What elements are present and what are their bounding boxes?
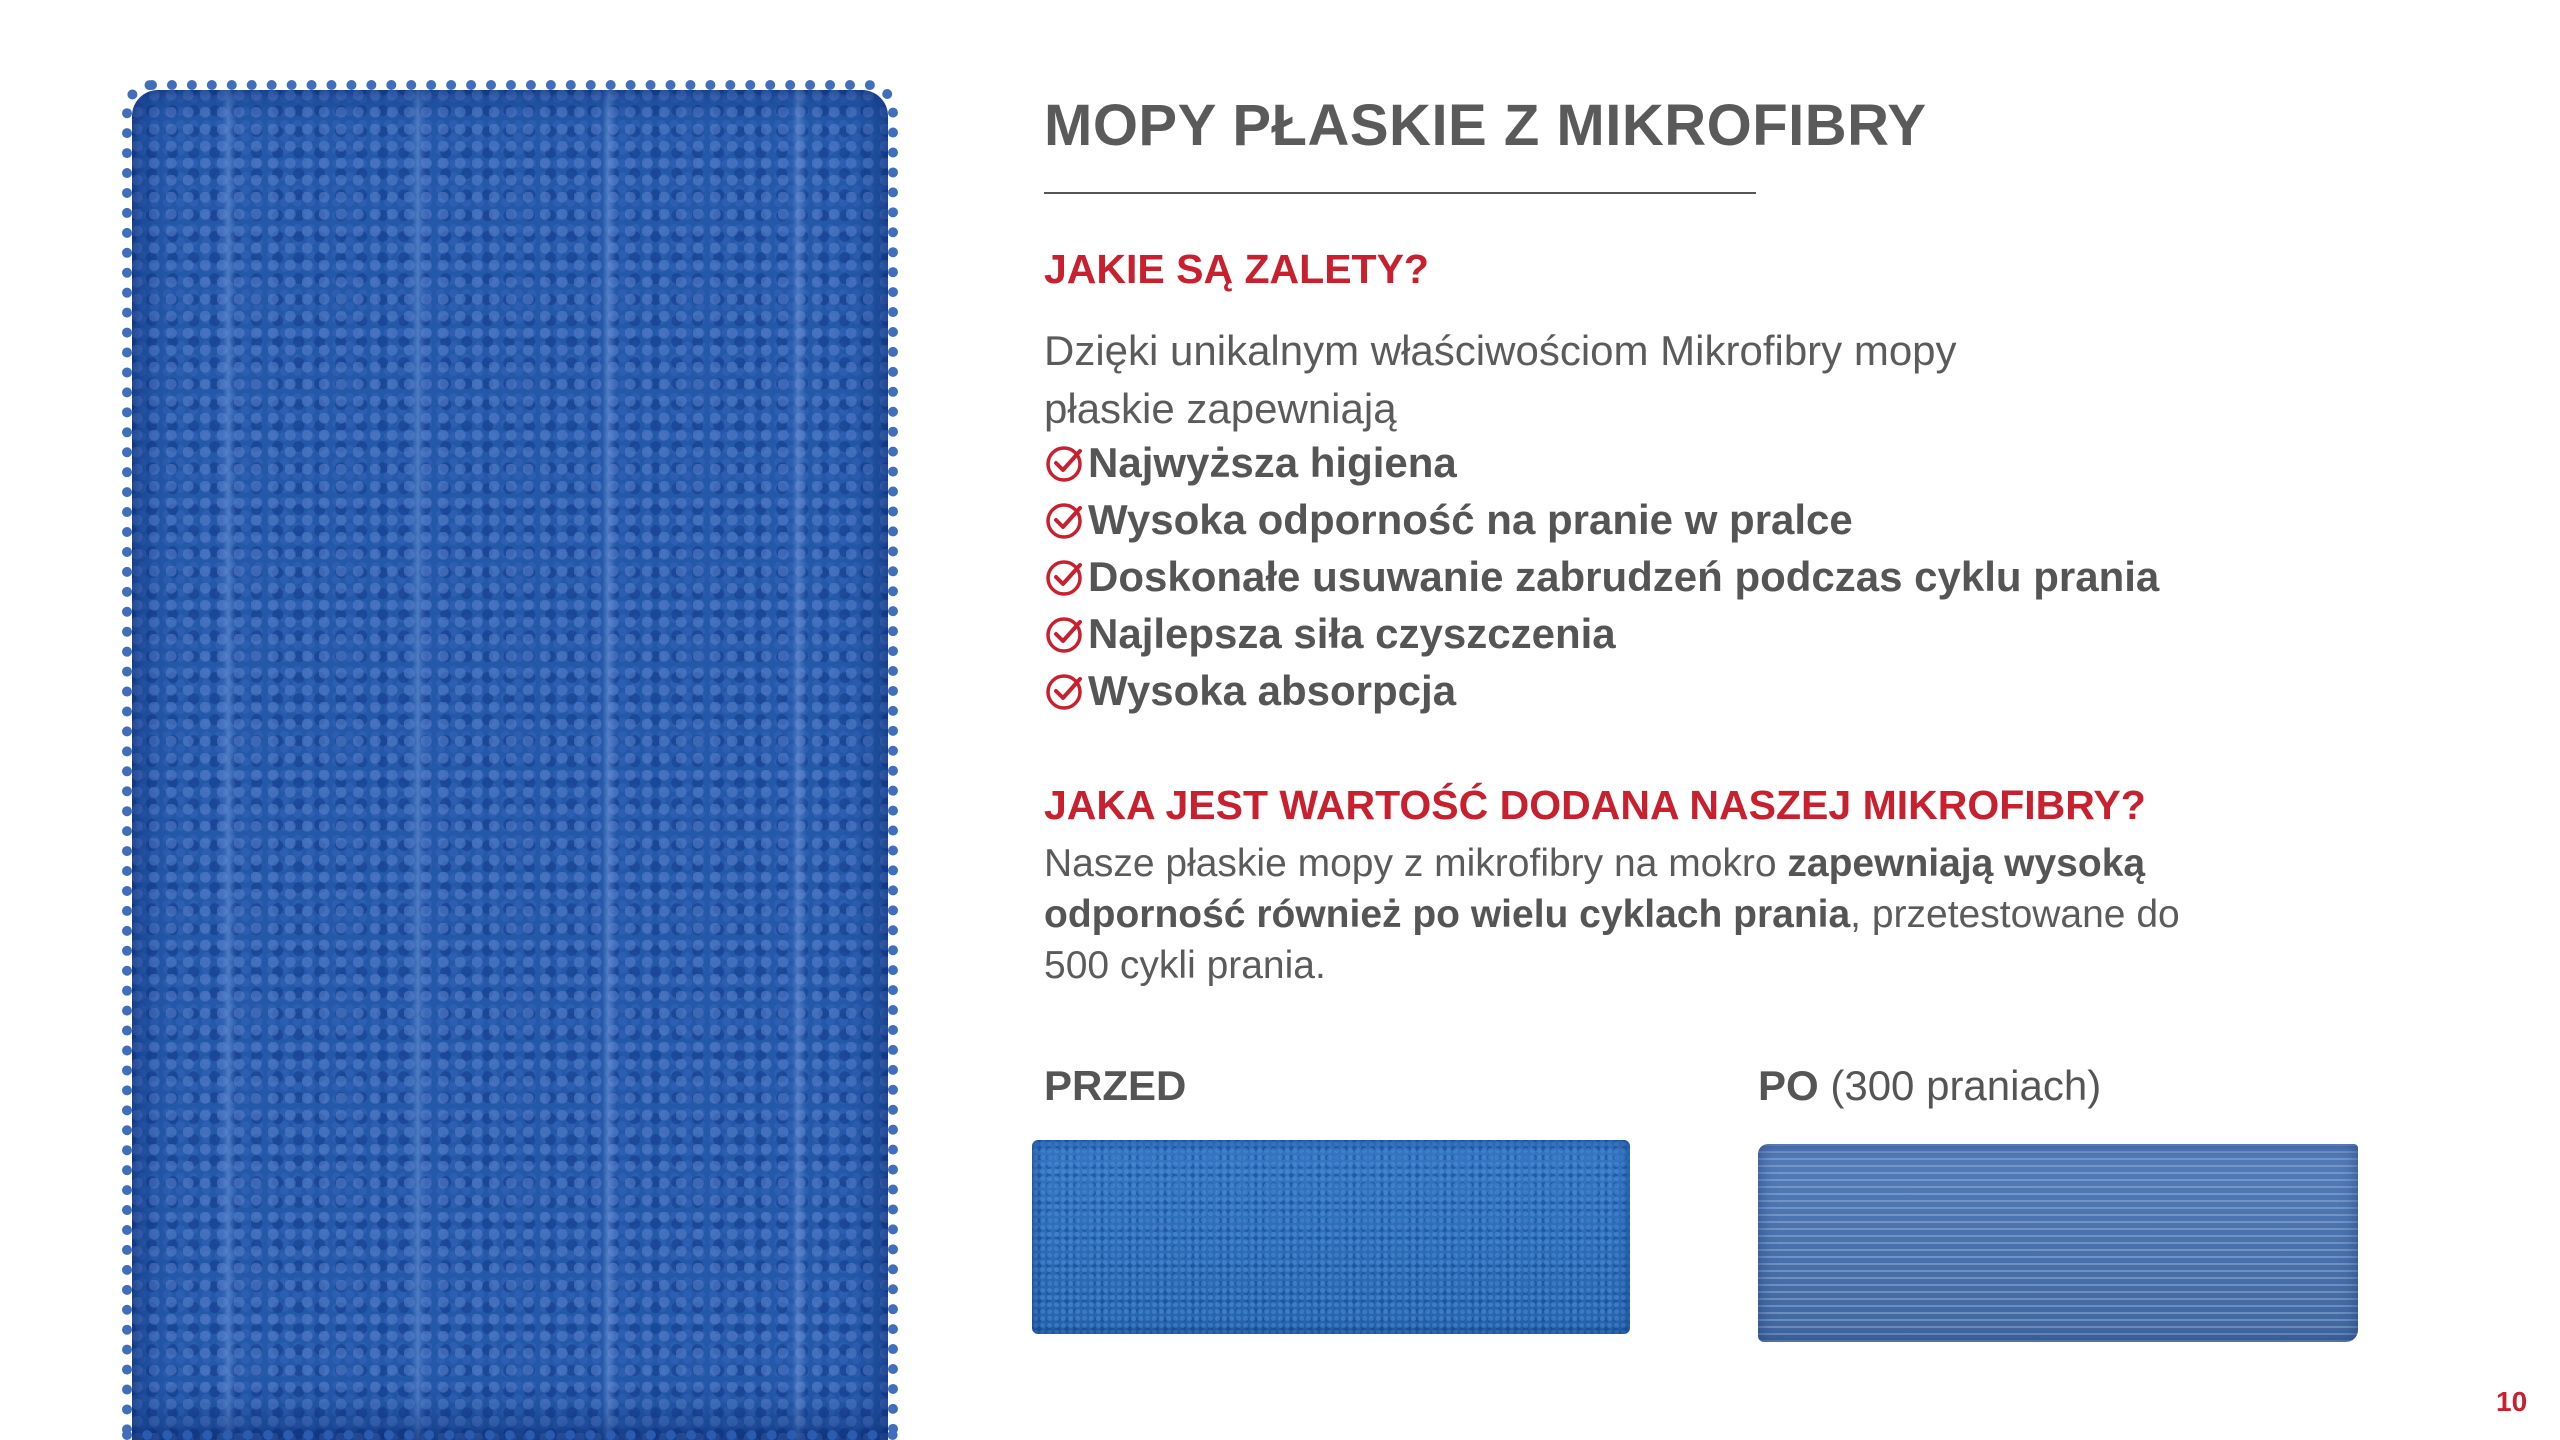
check-circle-icon: [1044, 557, 1084, 597]
added-value-text-part2: , przetestowane do 500 cykli prania.: [1044, 893, 2180, 987]
after-label: [1758, 1062, 2101, 1110]
advantages-heading: JAKIE SĄ ZALETY?: [1044, 246, 1429, 292]
check-circle-icon: [1044, 671, 1084, 711]
benefit-item: [1044, 605, 2159, 662]
benefit-label: Wysoka odporność na pranie w pralce: [1088, 495, 1853, 543]
benefit-label: Wysoka absorpcja: [1088, 666, 1457, 714]
check-circle-icon: [1044, 443, 1084, 483]
mop-before-photo: [1032, 1140, 1630, 1334]
benefit-label: Najlepsza siła czyszczenia: [1088, 609, 1616, 657]
benefit-label: Doskonałe usuwanie zabrudzeń podczas cyklu prania: [1088, 552, 2160, 600]
mop-pad-photo: [132, 90, 888, 1440]
after-label-rest: (300 praniach): [1818, 1062, 2102, 1109]
added-value-text-bold: zapewniają wysoką odporność również po wielu cyklach prania: [1044, 842, 2146, 936]
added-value-heading: JAKA JEST WARTOŚĆ DODANA NASZEJ MIKROFIBRY?: [1044, 782, 2146, 828]
benefit-item: [1044, 434, 2159, 491]
before-label: [1044, 1062, 1186, 1110]
check-circle-icon: [1044, 614, 1084, 654]
benefits-list: [1044, 434, 2159, 719]
check-circle-icon: [1044, 500, 1084, 540]
page-number: 10: [2496, 1386, 2528, 1417]
advantages-intro-line1: Dzięki unikalnym właściwościom Mikrofibry mopy: [1044, 327, 1957, 374]
benefit-item: [1044, 491, 2159, 548]
advantages-intro-line2: płaskie zapewniają: [1044, 385, 1397, 432]
added-value-text-part1: Nasze płaskie mopy z mikrofibry na mokro: [1044, 842, 1788, 885]
before-label-text: PRZED: [1044, 1062, 1187, 1109]
title-divider: [1044, 192, 1756, 194]
added-value-text: [1044, 838, 2224, 991]
advantages-intro: [1044, 322, 2244, 438]
page-title: MOPY PŁASKIE Z MIKROFIBRY: [1044, 93, 1927, 158]
mop-after-photo: [1758, 1144, 2358, 1342]
benefit-label: Najwyższa higiena: [1088, 438, 1457, 486]
benefit-item: [1044, 662, 2159, 719]
after-label-bold: PO: [1758, 1062, 1819, 1109]
benefit-item: [1044, 548, 2159, 605]
